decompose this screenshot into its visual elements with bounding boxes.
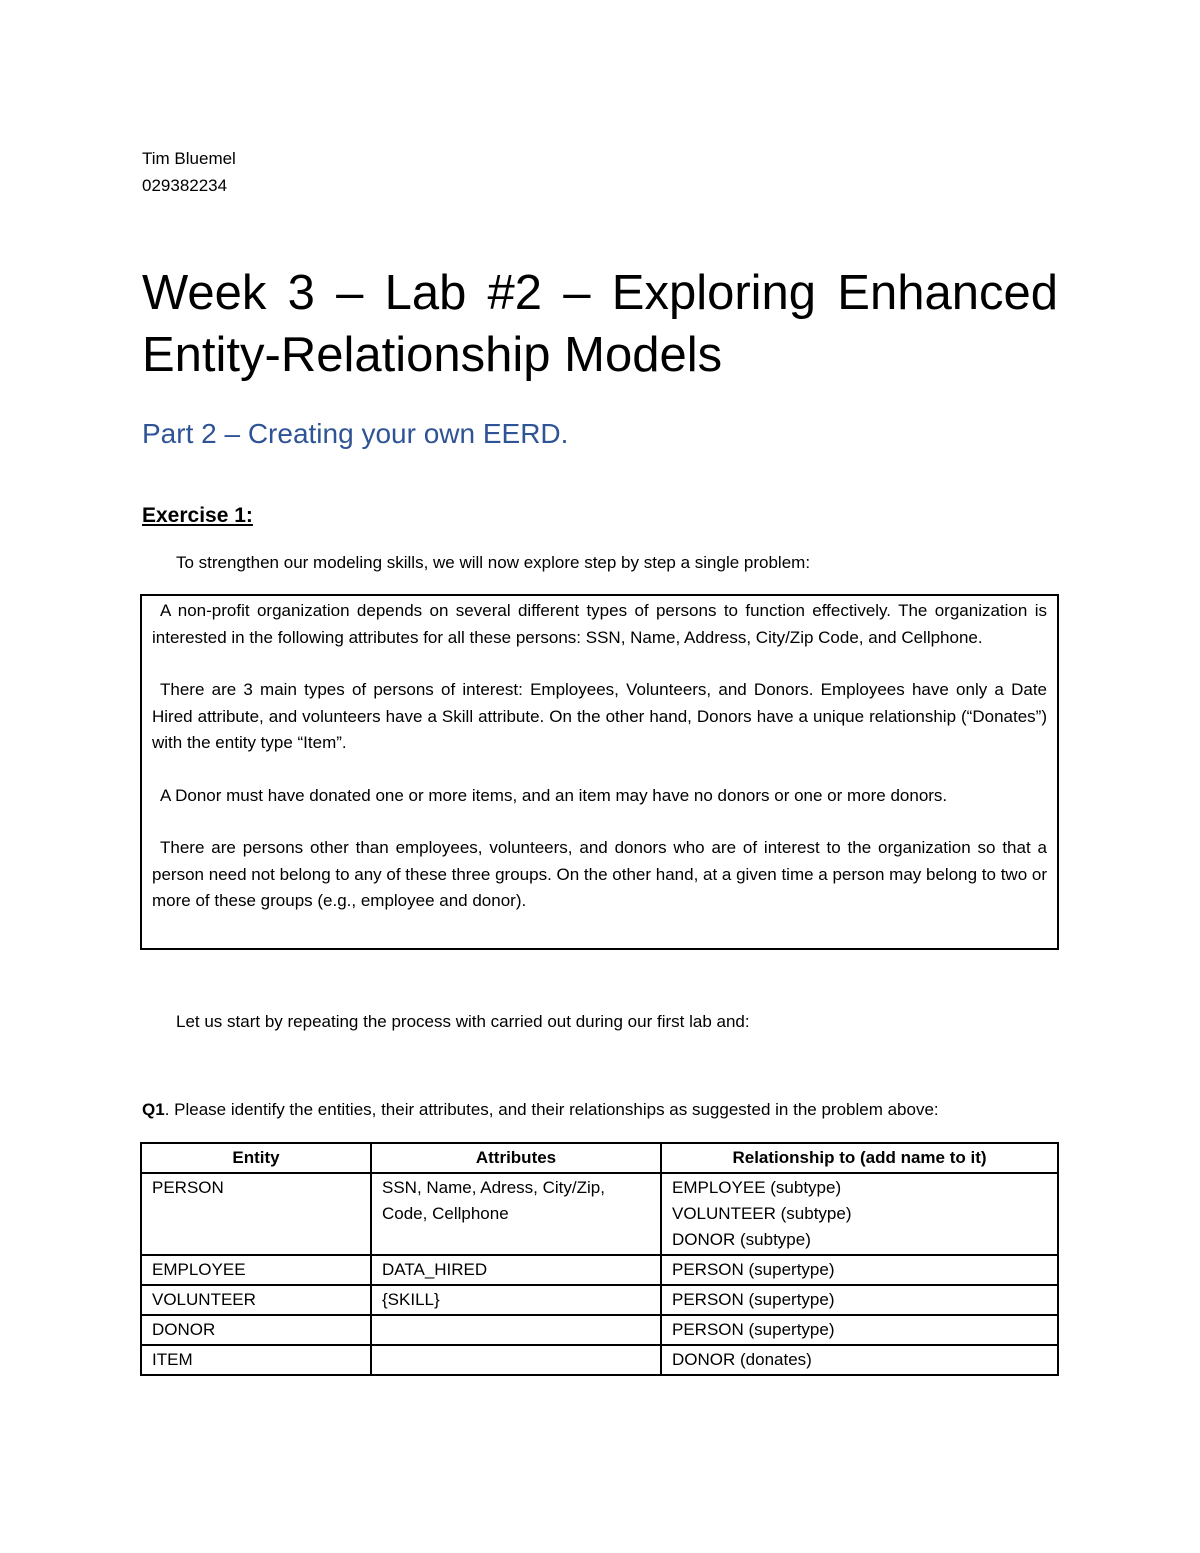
table-row	[141, 1173, 1058, 1255]
entity-cell: DONOR	[141, 1315, 371, 1345]
exercise-intro: To strengthen our modeling skills, we will now explore step by step a single problem:	[176, 553, 811, 572]
entity-cell: PERSON	[141, 1173, 371, 1255]
author-block	[142, 145, 236, 199]
relationship-cell: PERSON (supertype)	[661, 1285, 1058, 1315]
problem-statement-box	[140, 594, 1059, 950]
author-name: Tim Bluemel	[142, 149, 236, 168]
problem-paragraph: A non-profit organization depends on several different types of persons to function effectively. The organization is interested in the following attributes for all these persons: SSN, Name, Address, City/Zip Code, and Cellphone.	[152, 601, 1047, 647]
question-q1	[142, 1100, 939, 1120]
table-row	[141, 1285, 1058, 1315]
entity-cell: ITEM	[141, 1345, 371, 1375]
title-word: Week	[142, 266, 267, 320]
title-line-1	[142, 262, 1058, 324]
title-word: Exploring	[611, 266, 817, 320]
exercise-heading: Exercise 1:	[142, 504, 253, 527]
relationship-item: VOLUNTEER (subtype)	[672, 1204, 852, 1223]
table-row	[141, 1315, 1058, 1345]
problem-paragraph: A Donor must have donated one or more items, and an item may have no donors or one or more donors.	[160, 785, 948, 805]
title-word: –	[336, 266, 364, 320]
section-subtitle: Part 2 – Creating your own EERD.	[142, 418, 569, 449]
relationship-item: DONOR (subtype)	[672, 1230, 811, 1249]
attributes-cell	[371, 1315, 661, 1345]
relationship-cell: DONOR (donates)	[661, 1345, 1058, 1375]
attributes-cell: {SKILL}	[371, 1285, 661, 1315]
problem-paragraph: There are 3 main types of persons of interest: Employees, Volunteers, and Donors. Employees have only a Date Hired attribute, and volunteers have a Skill attribute. On the other hand, Donors have a unique relationship (“Donates”) with the entity type “Item”.	[152, 680, 1047, 752]
entity-cell: VOLUNTEER	[141, 1285, 371, 1315]
title-word: Enhanced	[837, 266, 1058, 320]
entity-table	[140, 1142, 1059, 1376]
attributes-cell: SSN, Name, Adress, City/Zip, Code, Cellphone	[371, 1173, 661, 1255]
header-entity: Entity	[141, 1143, 371, 1173]
question-label: Q1	[142, 1100, 165, 1119]
title-word: 3	[287, 266, 315, 320]
table-row	[141, 1345, 1058, 1375]
relationship-cell: PERSON (supertype)	[661, 1255, 1058, 1285]
header-relationship: Relationship to (add name to it)	[661, 1143, 1058, 1173]
title-line-2: Entity-Relationship Models	[142, 328, 723, 382]
table-row	[141, 1255, 1058, 1285]
document-title	[142, 262, 1058, 386]
table-header-row	[141, 1143, 1058, 1173]
title-word: –	[563, 266, 591, 320]
author-id: 029382234	[142, 176, 228, 195]
question-text: . Please identify the entities, their attributes, and their relationships as suggested in the problem above:	[164, 1100, 939, 1119]
relationship-cell: PERSON (supertype)	[661, 1315, 1058, 1345]
attributes-cell: DATA_HIRED	[371, 1255, 661, 1285]
attributes-cell	[371, 1345, 661, 1375]
relationship-cell	[661, 1173, 1058, 1255]
relationship-item: EMPLOYEE (subtype)	[672, 1178, 842, 1197]
title-word: Lab	[384, 266, 467, 320]
problem-paragraph: There are persons other than employees, volunteers, and donors who are of interest to the organization so that a person need not belong to any of these three groups. On the other hand, at a given time a person may belong to two or more of these groups (e.g., employee and donor).	[152, 838, 1047, 910]
title-word: #2	[487, 266, 543, 320]
header-attributes: Attributes	[371, 1143, 661, 1173]
entity-cell: EMPLOYEE	[141, 1255, 371, 1285]
lead-text: Let us start by repeating the process with carried out during our first lab and:	[176, 1012, 750, 1031]
